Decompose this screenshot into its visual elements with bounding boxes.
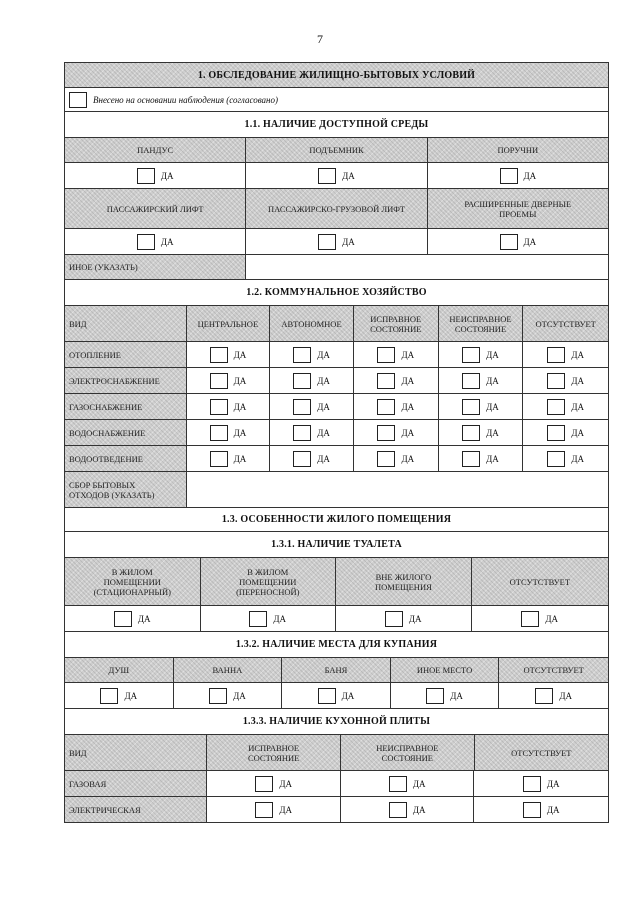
toilet-portable-yes	[201, 606, 337, 631]
utility-working-checkbox[interactable]	[377, 373, 395, 389]
stove-row-label: ЭЛЕКТРИЧЕСКАЯ	[65, 797, 207, 822]
bath-shower-checkbox[interactable]	[100, 688, 118, 704]
yes-label: ДА	[160, 236, 174, 247]
utility-autonomous-checkbox[interactable]	[293, 373, 311, 389]
yes-label: ДА	[486, 453, 499, 464]
utility-working-checkbox[interactable]	[377, 399, 395, 415]
utility-central-cell	[187, 394, 271, 419]
stove-col-working: ИСПРАВНОЕ СОСТОЯНИЕ	[207, 735, 341, 770]
yes-label: ДА	[571, 375, 584, 386]
stove-working-checkbox[interactable]	[255, 802, 273, 818]
utility-absent-checkbox[interactable]	[547, 399, 565, 415]
ramp-yes	[65, 163, 246, 188]
yes-label: ДА	[401, 453, 415, 464]
yes-label: ДА	[317, 401, 330, 412]
yes-label: ДА	[486, 375, 499, 386]
yes-label: ДА	[486, 401, 499, 412]
utility-faulty-checkbox[interactable]	[462, 373, 480, 389]
utility-autonomous-checkbox[interactable]	[293, 451, 311, 467]
utility-faulty-cell	[439, 342, 524, 367]
toilet-header-row	[64, 558, 609, 606]
utility-autonomous-checkbox[interactable]	[293, 399, 311, 415]
form-title: 1. ОБСЛЕДОВАНИЕ ЖИЛИЩНО-БЫТОВЫХ УСЛОВИЙ	[197, 69, 476, 81]
yes-label: ДА	[412, 804, 426, 815]
other-accessibility-field[interactable]	[246, 255, 608, 279]
stove-faulty-cell	[341, 771, 475, 796]
utilities-col-central: ЦЕНТРАЛЬНОЕ	[187, 306, 271, 341]
bath-col-sauna: БАНЯ	[282, 658, 391, 682]
utility-central-cell	[187, 368, 271, 393]
utility-row	[64, 342, 609, 368]
yes-label: ДА	[401, 401, 415, 412]
utility-row	[64, 394, 609, 420]
utility-working-cell	[354, 368, 439, 393]
yes-label: ДА	[160, 170, 174, 181]
utilities-rows	[64, 342, 609, 472]
stove-absent-cell	[474, 797, 608, 822]
utility-autonomous-checkbox[interactable]	[293, 425, 311, 441]
toilet-stationary-yes	[65, 606, 201, 631]
yes-label: ДА	[401, 375, 415, 386]
utilities-col-working: ИСПРАВНОЕ СОСТОЯНИЕ	[354, 306, 439, 341]
utility-working-cell	[354, 342, 439, 367]
utilities-col-type: ВИД	[65, 306, 187, 341]
utility-faulty-cell	[439, 368, 524, 393]
yes-label: ДА	[233, 427, 247, 438]
utility-row	[64, 368, 609, 394]
accessibility-answer-row-2	[64, 229, 609, 255]
utility-working-checkbox[interactable]	[377, 451, 395, 467]
bath-col-other: ИНОЕ МЕСТО	[391, 658, 500, 682]
utility-autonomous-cell	[270, 342, 354, 367]
bath-col-absent: ОТСУТСТВУЕТ	[499, 658, 608, 682]
toilet-answer-row	[64, 606, 609, 632]
handrails-yes	[428, 163, 608, 188]
utility-central-cell	[187, 342, 271, 367]
utility-faulty-cell	[439, 394, 524, 419]
passenger-elevator-checkbox[interactable]	[137, 234, 155, 250]
utility-absent-cell	[523, 394, 608, 419]
accessibility-header-row-1	[64, 138, 609, 163]
bath-header-row	[64, 658, 609, 683]
utility-faulty-checkbox[interactable]	[462, 425, 480, 441]
yes-label: ДА	[233, 401, 247, 412]
utilities-col-absent: ОТСУТСТВУЕТ	[523, 306, 608, 341]
section-1-1-title: 1.1. НАЛИЧИЕ ДОСТУПНОЙ СРЕДЫ	[244, 119, 429, 130]
utility-working-checkbox[interactable]	[377, 347, 395, 363]
yes-label: ДА	[523, 236, 537, 247]
utility-faulty-checkbox[interactable]	[462, 347, 480, 363]
utility-faulty-checkbox[interactable]	[462, 399, 480, 415]
yes-label: ДА	[317, 427, 330, 438]
waste-field[interactable]	[187, 472, 608, 507]
bath-absent-checkbox[interactable]	[535, 688, 553, 704]
toilet-outside-checkbox[interactable]	[385, 611, 403, 627]
yes-label: ДА	[486, 427, 499, 438]
section-1-3-3-title-row	[64, 709, 609, 735]
stove-col-type: ВИД	[65, 735, 207, 770]
waste-label: СБОР БЫТОВЫХ ОТХОДОВ (УКАЗАТЬ)	[65, 472, 187, 507]
bath-answer-row	[64, 683, 609, 709]
yes-label: ДА	[342, 170, 355, 181]
freight-elevator-label: ПАССАЖИРСКО-ГРУЗОВОЙ ЛИФТ	[246, 189, 427, 228]
waste-row	[64, 472, 609, 508]
yes-label: ДА	[408, 613, 422, 624]
observation-row	[64, 88, 609, 112]
yes-label: ДА	[401, 427, 415, 438]
yes-label: ДА	[233, 453, 247, 464]
toilet-absent-checkbox[interactable]	[521, 611, 539, 627]
utility-row-label: ВОДООТВЕДЕНИЕ	[65, 446, 187, 471]
wide-doors-checkbox[interactable]	[500, 234, 518, 250]
yes-label: ДА	[523, 170, 537, 181]
stove-absent-checkbox[interactable]	[523, 776, 541, 792]
other-accessibility-label: ИНОЕ (УКАЗАТЬ)	[65, 255, 246, 279]
accessibility-answer-row-1	[64, 163, 609, 189]
utility-row	[64, 446, 609, 472]
utility-autonomous-checkbox[interactable]	[293, 347, 311, 363]
stove-working-checkbox[interactable]	[255, 776, 273, 792]
section-1-3-1-title: 1.3.1. НАЛИЧИЕ ТУАЛЕТА	[271, 539, 402, 550]
yes-label: ДА	[273, 613, 287, 624]
yes-label: ДА	[571, 427, 584, 438]
observation-cell	[65, 88, 608, 111]
utility-central-checkbox[interactable]	[210, 425, 228, 441]
yes-label: ДА	[559, 690, 572, 701]
bath-sauna-yes	[282, 683, 391, 708]
section-1-1-title-row	[64, 112, 609, 138]
stove-faulty-checkbox[interactable]	[389, 776, 407, 792]
utility-central-checkbox[interactable]	[210, 399, 228, 415]
yes-label: ДА	[317, 375, 330, 386]
utility-absent-cell	[523, 420, 608, 445]
stove-row	[64, 771, 609, 797]
section-1-3-2-title-row	[64, 632, 609, 658]
utility-working-checkbox[interactable]	[377, 425, 395, 441]
stove-working-cell	[207, 797, 341, 822]
utility-central-checkbox[interactable]	[210, 373, 228, 389]
yes-label: ДА	[317, 453, 330, 464]
yes-label: ДА	[233, 349, 247, 360]
yes-label: ДА	[279, 804, 293, 815]
utility-autonomous-cell	[270, 446, 354, 471]
lift-label: ПОДЪЕМНИК	[246, 138, 427, 162]
ramp-checkbox[interactable]	[137, 168, 155, 184]
stove-absent-cell	[474, 771, 608, 796]
section-1-3-1-title-row	[64, 532, 609, 558]
utility-working-cell	[354, 394, 439, 419]
section-1-2-title-row	[64, 280, 609, 306]
yes-label: ДА	[486, 349, 499, 360]
stove-col-faulty: НЕИСПРАВНОЕ СОСТОЯНИЕ	[341, 735, 475, 770]
utility-row-label: ВОДОСНАБЖЕНИЕ	[65, 420, 187, 445]
utility-row-label: ГАЗОСНАБЖЕНИЕ	[65, 394, 187, 419]
stove-absent-checkbox[interactable]	[523, 802, 541, 818]
toilet-col-outside: ВНЕ ЖИЛОГО ПОМЕЩЕНИЯ	[336, 558, 472, 605]
toilet-col-portable: В ЖИЛОМ ПОМЕЩЕНИИ (ПЕРЕНОСНОЙ)	[201, 558, 337, 605]
utility-faulty-checkbox[interactable]	[462, 451, 480, 467]
bath-sauna-checkbox[interactable]	[318, 688, 336, 704]
wide-doors-label: РАСШИРЕННЫЕ ДВЕРНЫЕ ПРОЕМЫ	[428, 189, 608, 228]
section-1-3-3-title: 1.3.3. НАЛИЧИЕ КУХОННОЙ ПЛИТЫ	[242, 716, 431, 727]
section-1-3-title: 1.3. ОСОБЕННОСТИ ЖИЛОГО ПОМЕЩЕНИЯ	[221, 514, 452, 525]
lift-checkbox[interactable]	[318, 168, 336, 184]
toilet-col-absent: ОТСУТСТВУЕТ	[472, 558, 608, 605]
toilet-col-stationary: В ЖИЛОМ ПОМЕЩЕНИИ (СТАЦИОНАРНЫЙ)	[65, 558, 201, 605]
freight-elevator-checkbox[interactable]	[318, 234, 336, 250]
handrails-label: ПОРУЧНИ	[428, 138, 608, 162]
yes-label: ДА	[450, 690, 463, 701]
yes-label: ДА	[401, 349, 415, 360]
bath-shower-yes	[65, 683, 174, 708]
yes-label: ДА	[341, 690, 355, 701]
bath-bathtub-yes	[174, 683, 283, 708]
utilities-col-faulty: НЕИСПРАВНОЕ СОСТОЯНИЕ	[439, 306, 524, 341]
passenger-elevator-yes	[65, 229, 246, 254]
utility-central-checkbox[interactable]	[210, 347, 228, 363]
bath-col-bathtub: ВАННА	[174, 658, 283, 682]
stove-faulty-cell	[341, 797, 475, 822]
passenger-elevator-label: ПАССАЖИРСКИЙ ЛИФТ	[65, 189, 246, 228]
bath-absent-yes	[499, 683, 608, 708]
yes-label: ДА	[233, 375, 247, 386]
utility-faulty-cell	[439, 446, 524, 471]
yes-label: ДА	[571, 401, 584, 412]
toilet-absent-yes	[472, 606, 609, 631]
yes-label: ДА	[124, 690, 138, 701]
yes-label: ДА	[546, 778, 560, 789]
utility-absent-checkbox[interactable]	[547, 425, 565, 441]
yes-label: ДА	[279, 778, 293, 789]
yes-label: ДА	[571, 349, 584, 360]
stove-row-label: ГАЗОВАЯ	[65, 771, 207, 796]
section-1-3-title-row	[64, 508, 609, 532]
bath-col-shower: ДУШ	[65, 658, 174, 682]
utility-autonomous-cell	[270, 394, 354, 419]
utility-row-label: ЭЛЕКТРОСНАБЖЕНИЕ	[65, 368, 187, 393]
wide-doors-yes	[428, 229, 608, 254]
stove-faulty-checkbox[interactable]	[389, 802, 407, 818]
toilet-portable-checkbox[interactable]	[249, 611, 267, 627]
lift-yes	[246, 163, 427, 188]
accessibility-header-row-2	[64, 189, 609, 229]
yes-label: ДА	[342, 236, 355, 247]
utility-absent-checkbox[interactable]	[547, 347, 565, 363]
utility-central-cell	[187, 420, 271, 445]
utility-absent-cell	[523, 342, 608, 367]
utility-working-cell	[354, 420, 439, 445]
toilet-outside-yes	[336, 606, 472, 631]
bath-bathtub-checkbox[interactable]	[209, 688, 227, 704]
stove-header-row	[64, 735, 609, 771]
bath-other-yes	[391, 683, 500, 708]
yes-label: ДА	[546, 804, 560, 815]
stove-rows	[64, 771, 609, 823]
section-1-2-title: 1.2. КОММУНАЛЬНОЕ ХОЗЯЙСТВО	[246, 287, 427, 298]
utilities-header-row	[64, 306, 609, 342]
yes-label: ДА	[571, 453, 584, 464]
page-number: 7	[317, 32, 323, 46]
yes-label: ДА	[137, 613, 151, 624]
observation-checkbox[interactable]	[69, 92, 87, 108]
housing-survey-form	[64, 62, 609, 823]
utility-autonomous-cell	[270, 368, 354, 393]
observation-note: Внесено на основании наблюдения (согласовано)	[93, 94, 279, 105]
freight-elevator-yes	[246, 229, 427, 254]
utility-absent-cell	[523, 368, 608, 393]
utility-absent-checkbox[interactable]	[547, 373, 565, 389]
yes-label: ДА	[317, 349, 330, 360]
yes-label: ДА	[233, 690, 246, 701]
yes-label: ДА	[412, 778, 426, 789]
utility-central-cell	[187, 446, 271, 471]
yes-label: ДА	[545, 613, 559, 624]
utility-autonomous-cell	[270, 420, 354, 445]
utility-central-checkbox[interactable]	[210, 451, 228, 467]
utilities-col-autonomous: АВТОНОМНОЕ	[270, 306, 354, 341]
ramp-label: ПАНДУС	[65, 138, 246, 162]
utility-working-cell	[354, 446, 439, 471]
bath-other-checkbox[interactable]	[426, 688, 444, 704]
handrails-checkbox[interactable]	[500, 168, 518, 184]
stove-working-cell	[207, 771, 341, 796]
utility-absent-checkbox[interactable]	[547, 451, 565, 467]
section-1-3-2-title: 1.3.2. НАЛИЧИЕ МЕСТА ДЛЯ КУПАНИЯ	[235, 639, 438, 650]
stove-row	[64, 797, 609, 823]
utility-absent-cell	[523, 446, 608, 471]
utility-row-label: ОТОПЛЕНИЕ	[65, 342, 187, 367]
utility-row	[64, 420, 609, 446]
utility-faulty-cell	[439, 420, 524, 445]
toilet-stationary-checkbox[interactable]	[114, 611, 132, 627]
stove-col-absent: ОТСУТСТВУЕТ	[475, 735, 608, 770]
other-accessibility-row	[64, 255, 609, 280]
form-title-row	[64, 62, 609, 88]
